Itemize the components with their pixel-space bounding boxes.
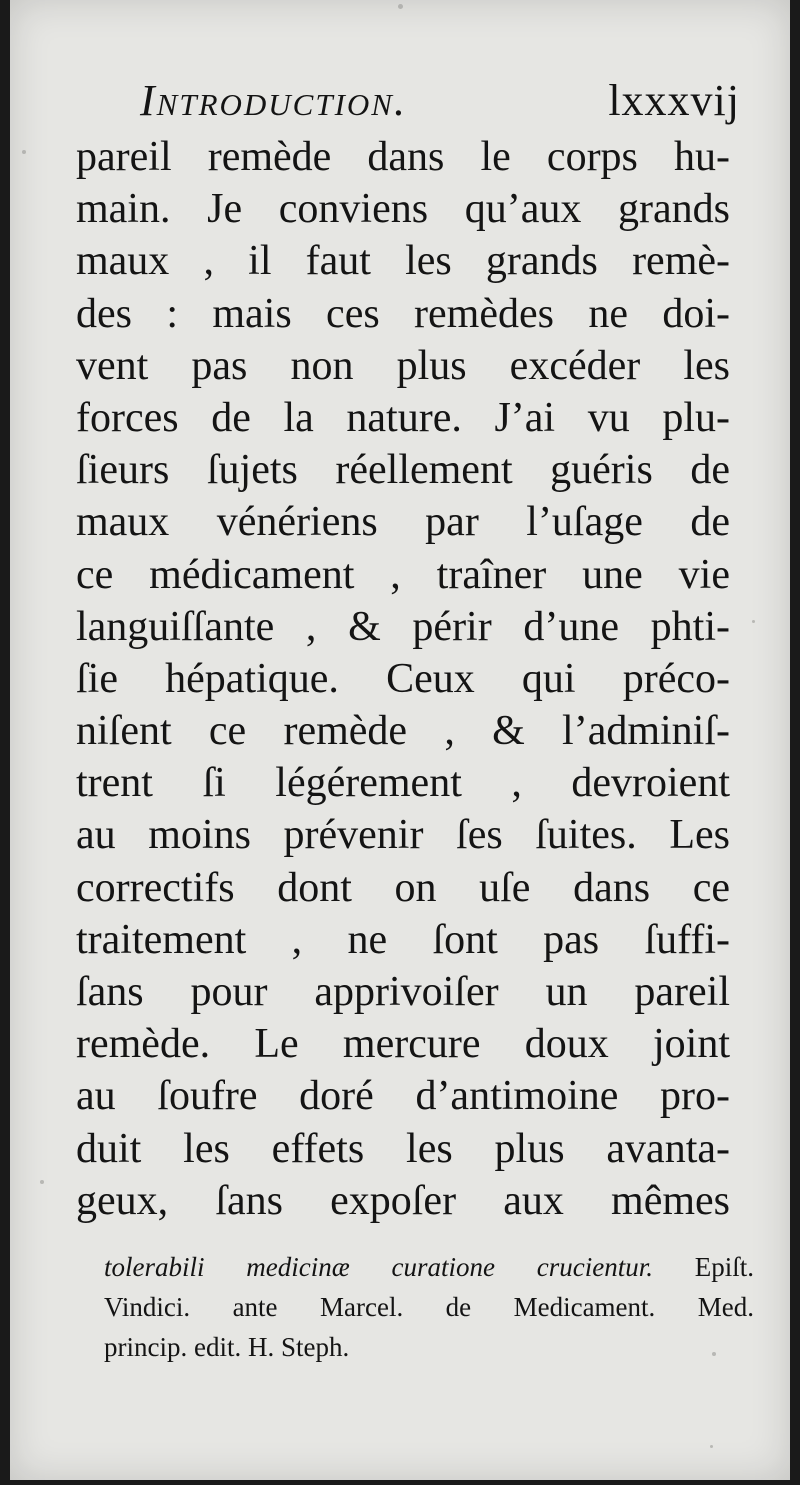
text-line: niſent ce remède , & l’adminiſ- [76, 708, 730, 755]
text-line: ſans pour apprivoiſer un pareil [76, 969, 730, 1015]
text-line: traitement , ne ſont pas ſuffi- [76, 916, 730, 963]
text-line: main. Je conviens qu’aux grands [76, 186, 730, 233]
text-line: languiſſante , & périr d’une phti- [76, 603, 730, 650]
paper-speck [712, 1352, 716, 1356]
text-line: ſieurs ſujets réellement guéris de [76, 447, 730, 494]
footnote-roman-text: Epiſt. [652, 1252, 754, 1282]
text-line: vent pas non plus excéder les [76, 342, 730, 389]
book-page [10, 0, 790, 1480]
text-line: des : mais ces remèdes ne doi- [76, 290, 730, 337]
text-line: forces de la nature. J’ai vu plu- [76, 394, 730, 441]
paper-speck [398, 4, 403, 9]
text-line: remède. Le mercure doux joint [76, 1021, 730, 1068]
footnote-italic-text: tolerabili medicinæ curatione crucientur. [104, 1252, 653, 1282]
text-line: au ſoufre doré d’antimoine pro- [76, 1073, 730, 1120]
text-line: ſie hépatique. Ceux qui préco- [76, 655, 730, 702]
text-line: ce médicament , traîner une vie [76, 551, 730, 598]
text-line: maux , il faut les grands remè- [76, 238, 730, 285]
paper-speck [710, 1445, 713, 1448]
text-line: correctifs dont on uſe dans ce [76, 864, 730, 911]
footnote-line: Vindici. ante Marcel. de Medicament. Med. [104, 1292, 754, 1322]
text-line: maux vénériens par l’uſage de [76, 499, 730, 546]
running-title: Introduction. [140, 76, 407, 125]
page-number: lxxxvij [608, 76, 740, 125]
page-header [140, 75, 740, 127]
text-line: au moins prévenir ſes ſuites. Les [76, 812, 730, 859]
footnote-line [104, 1247, 754, 1287]
paper-speck [22, 150, 26, 154]
paper-speck [40, 1180, 44, 1184]
text-line: duit les effets les plus avanta- [76, 1125, 730, 1172]
paper-speck [752, 620, 755, 623]
text-line: pareil remède dans le corps hu- [76, 134, 730, 180]
text-line: trent ſi légérement , devroient [76, 760, 730, 807]
footnote [104, 1247, 754, 1367]
footnote-line: princip. edit. H. Steph. [104, 1332, 350, 1362]
text-line: geux, ſans expoſer aux mêmes [76, 1177, 730, 1224]
body-text [76, 131, 730, 1227]
